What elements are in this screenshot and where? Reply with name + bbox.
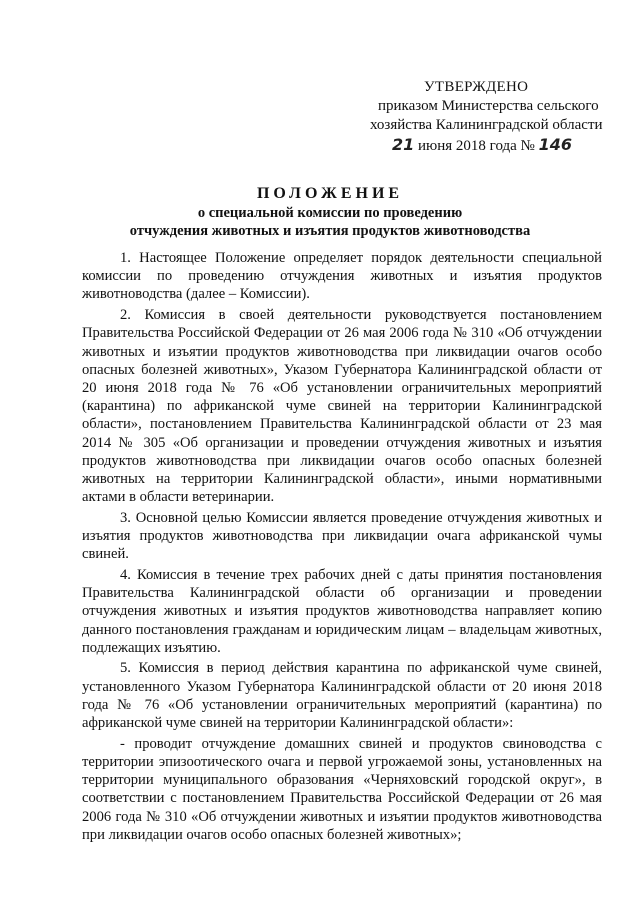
approval-block <box>370 78 610 156</box>
paragraph-5: 5. Комиссия в период действия карантина по африканской чуме свиней, установленного Указом Губернатора Калининградской области от 20 июня 2018 года № 76 «Об установлении ограничительных мероприятий (карантина) по африканской чуме свиней на территории Калининградской области»: <box>82 660 602 732</box>
document-title: ПОЛОЖЕНИЕ <box>256 185 404 202</box>
approval-date-line <box>370 135 610 156</box>
paragraph-2: 2. Комиссия в своей деятельности руководствуется постановлением Правительства Российской Федерации от 26 мая 2006 года № 310 «Об отчуждении животных и изъятии продуктов животноводства при ликвидации очагов особо опасных болезней животных», Указом Губернатора Калининградской области от 20 июня 2018 года № 76 «Об установлении ограничительных мероприятий (карантина) по африканской чуме свиней на территории Калининградской области», постановлением Правительства Калининградской области от 23 мая 2014 № 305 «Об организации и проведении отчуждения животных и изъятия продуктов животноводства при ликвидации очагов особо опасных болезней животных на территории Калининградской области», иными нормативными актами в области ветеринарии. <box>82 307 602 506</box>
paragraph-5-item: - проводит отчуждение домашних свиней и продуктов свиноводства с территории эпизоотического очага и первой угрожаемой зоны, установленных на территории муниципального образования «Черняховский городской округ», в соответствии с постановлением Правительства Российской Федерации от 26 мая 2006 года № 310 «Об отчуждении животных и изъятии продуктов животноводства при ликвидации очагов особо опасных болезней животных»; <box>82 735 602 843</box>
paragraph-1: 1. Настоящее Положение определяет порядок деятельности специальной комиссии по проведению отчуждения животных и изъятия продуктов животноводства (далее – Комиссии). <box>82 250 602 303</box>
approval-line-region: хозяйства Калининградской области <box>370 117 603 133</box>
handwritten-day: 21 <box>392 135 415 154</box>
document-subtitle-2: отчуждения животных и изъятия продуктов животноводства <box>129 223 531 239</box>
approval-title: УТВЕРЖДЕНО <box>424 79 529 95</box>
document-heading <box>60 184 600 240</box>
paragraph-3: 3. Основной целью Комиссии является проведение отчуждения животных и изъятия продуктов животноводства при ликвидации очага африканской чумы свиней. <box>82 509 602 563</box>
document-body <box>82 249 602 847</box>
approval-line-ministry: приказом Министерства сельского <box>378 98 599 114</box>
document-subtitle-1: о специальной комиссии по проведению <box>197 205 463 221</box>
handwritten-number: 146 <box>538 135 573 154</box>
approval-date-text: июня 2018 года № <box>414 138 539 154</box>
paragraph-4: 4. Комиссия в течение трех рабочих дней с даты принятия постановления Правительства Калининградской области об организации и проведении отчуждения животных и изъятия продуктов животноводства направляет копию данного постановления гражданам и юридическим лицам – владельцам животных, подлежащих изъятию. <box>82 566 602 656</box>
